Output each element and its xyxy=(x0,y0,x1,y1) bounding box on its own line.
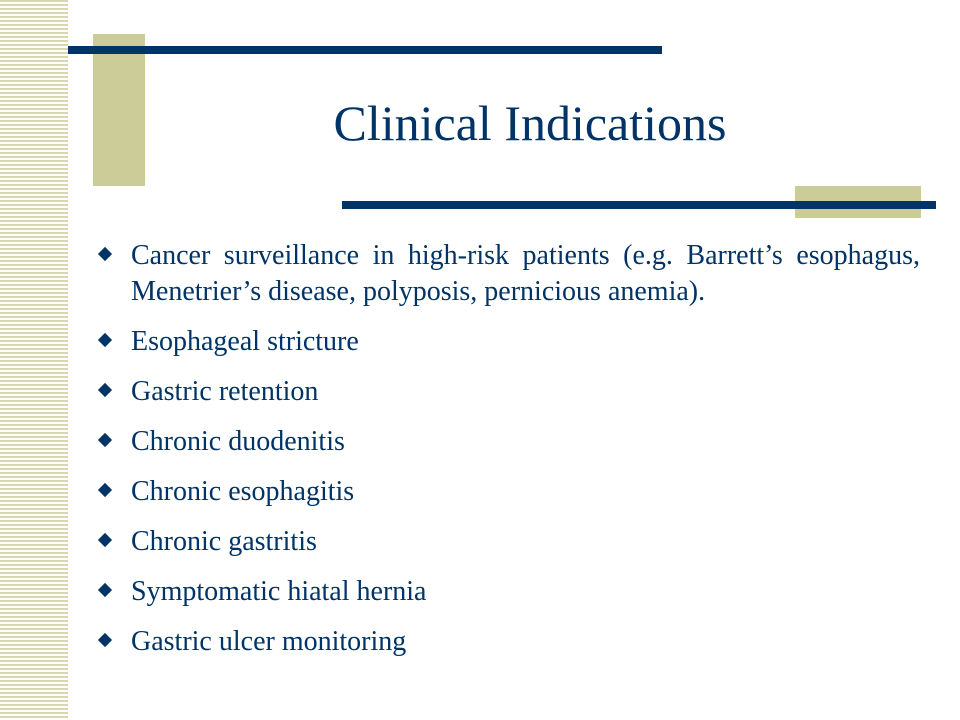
bullet-item xyxy=(100,374,920,410)
diamond-bullet-icon xyxy=(98,383,112,397)
decor-top-line xyxy=(68,46,662,54)
bullet-item xyxy=(100,524,920,560)
slide-title: Clinical Indications xyxy=(333,95,727,151)
bullet-item xyxy=(100,574,920,610)
bullet-item xyxy=(100,324,920,360)
bullet-text: Gastric retention xyxy=(131,376,319,407)
bullet-text: Cancer surveillance in high-risk patients (e.g. Barrett’s esophagus, Menetrier’s disease, polyposis, pernicious anemia). xyxy=(131,240,920,307)
bullet-item xyxy=(100,624,920,660)
bullet-text: Gastric ulcer monitoring xyxy=(131,626,407,657)
bullet-item xyxy=(100,238,920,310)
bullet-text: Chronic duodenitis xyxy=(131,426,345,457)
decor-bottom-line xyxy=(342,201,936,209)
bullet-list xyxy=(100,238,920,674)
bullet-text: Symptomatic hiatal hernia xyxy=(131,576,427,607)
diamond-bullet-icon xyxy=(98,583,112,597)
bullet-item xyxy=(100,424,920,460)
bullet-text: Chronic esophagitis xyxy=(131,476,355,507)
bullet-text: Esophageal stricture xyxy=(131,326,359,357)
bullet-item xyxy=(100,474,920,510)
diamond-bullet-icon xyxy=(98,333,112,347)
diamond-bullet-icon xyxy=(98,483,112,497)
bullet-text: Chronic gastritis xyxy=(131,526,317,557)
diamond-bullet-icon xyxy=(98,433,112,447)
diamond-bullet-icon xyxy=(98,633,112,647)
diamond-bullet-icon xyxy=(98,247,112,261)
diamond-bullet-icon xyxy=(98,533,112,547)
left-striped-border xyxy=(0,0,68,720)
decor-top-square xyxy=(93,34,145,186)
